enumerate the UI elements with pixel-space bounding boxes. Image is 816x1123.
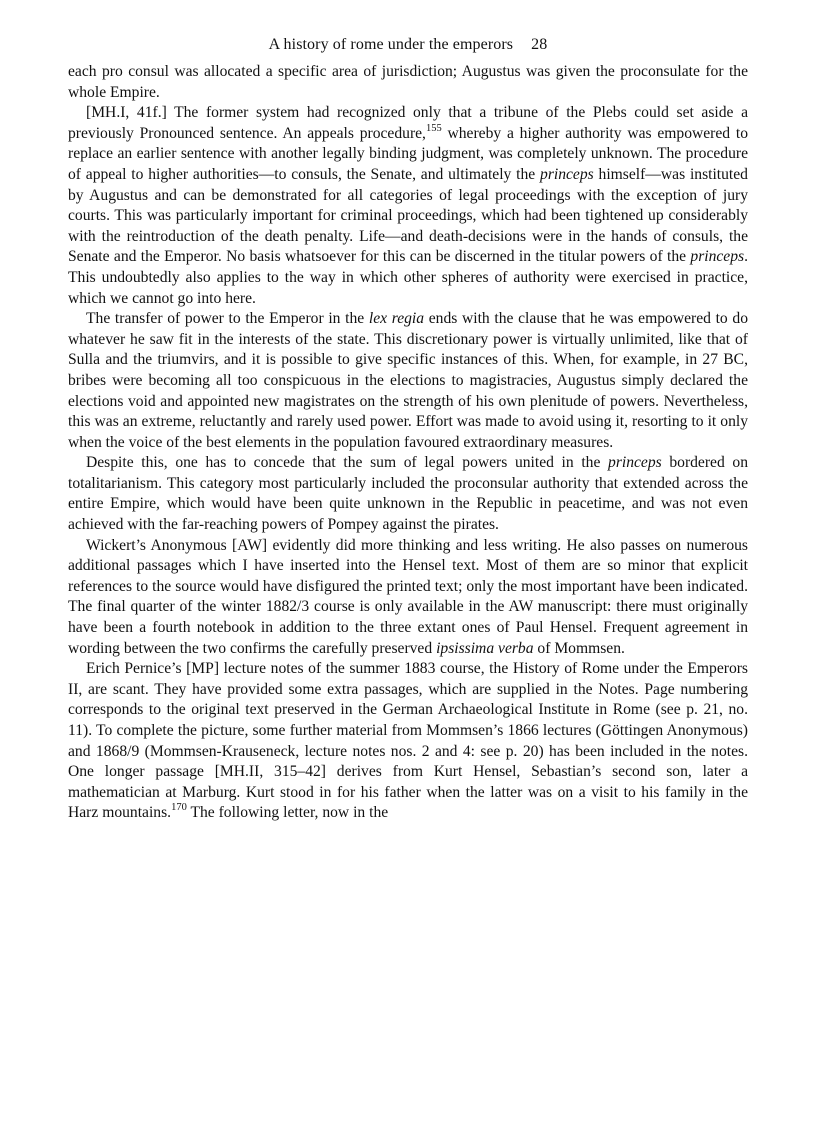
- text-run: . This undoubtedly also applies to the way in which other spheres of authority were exercised in practice, which we cannot go into here.: [68, 248, 748, 307]
- text-run: Erich Pernice’s [MP] lecture notes of the summer 1883 course, the History of Rome under the Emperors II, are scant. They have provided some extra passages, which are supplied in the Notes. Page numbering corresponds to the original text preserved in the German Archaeological Institute in Rome (see p. 21, no. 11). To complete the picture, some further material from Mommsen’s 1866 lectures (Göttingen Anonymous) and 1868/9 (Mommsen-Krauseneck, lecture notes nos. 2 and 4: see p. 20) has been included in the notes. One longer passage [MH.II, 315–42] derives from Kurt Hensel, Sebastian’s second son, later a mathematician at Marburg. Kurt stood in for his father when the latter was on a visit to his family in the Harz mountains.: [68, 660, 748, 822]
- italic-term: lex regia: [368, 310, 425, 328]
- footnote-ref: 170: [171, 802, 187, 814]
- text-run: The transfer of power to the Emperor in the: [86, 310, 369, 328]
- text-run: bordered on totalitarianism. This category most particularly included the proconsular authority that extended across the entire Empire, which would have been quite unknown in the Republic in peacetime, and was not even achieved with the far-reaching powers of Pompey against the pirates.: [68, 454, 748, 534]
- text-run: each pro consul was allocated a specific area of jurisdiction; Augustus was given the proconsulate for the whole Empire.: [68, 63, 748, 101]
- text-run: himself—was instituted by Augustus and can be demonstrated for all categories of legal proceedings with the exception of jury courts. This was particularly important for criminal proceedings, which had been tightened up considerably with the reintroduction of the death penalty. Life—and death-decisions were in the hands of consuls, the Senate and the Emperor. No basis whatsoever for this can be discerned in the titular powers of the: [68, 165, 748, 266]
- paragraph: [68, 103, 748, 309]
- italic-term: princeps: [608, 454, 662, 472]
- paragraph: [68, 659, 748, 824]
- text-run: of Mommsen.: [533, 639, 625, 657]
- italic-term: princeps: [540, 165, 594, 183]
- paragraph: [68, 453, 748, 535]
- text-run: ends with the clause that he was empowered to do whatever he saw fit in the interests of the state. This discretionary power is virtually unlimited, like that of Sulla and the triumvirs, and it is possible to give specific instances of this. When, for example, in 27 BC, bribes were becoming all too conspicuous in the elections to magistracies, Augustus simply declared the elections void and appointed new magistrates on the strength of his own plenitude of powers. Nevertheless, this was an extreme, reluctantly and rarely used power. Effort was made to avoid using it, resorting to it only when the voice of the best elements in the population favoured extraordinary measures.: [68, 310, 748, 451]
- running-header: [68, 34, 748, 56]
- text-run: whereby a higher authority was empowered to replace an earlier sentence with another legally binding judgment, was completely unknown. The procedure of appeal to higher authorities—to consuls, the Senate, and ultimately the: [68, 124, 748, 183]
- page-number: 28: [531, 36, 548, 53]
- paragraph: [68, 309, 748, 453]
- text-run: The following letter, now in the: [186, 804, 389, 822]
- body-text: [68, 62, 748, 824]
- italic-term: ipsissima verba: [436, 639, 534, 657]
- paragraph: [68, 536, 748, 660]
- footnote-ref: 155: [425, 122, 442, 134]
- text-run: [MH.I, 41f.] The former system had recognized only that a tribune of the Plebs could set aside a previously Pronounced sentence. An appeals procedure,: [68, 104, 748, 142]
- text-run: Despite this, one has to concede that the sum of legal powers united in the: [86, 454, 609, 472]
- text-run: Wickert’s Anonymous [AW] evidently did more thinking and less writing. He also passes on numerous additional passages which I have inserted into the Hensel text. Most of them are so minor that explicit references to the source would have disfigured the printed text; only the most important have been indicated. The final quarter of the winter 1882/3 course is only available in the AW manuscript: there must originally have been a fourth notebook in addition to the three extant ones of Paul Hensel. Frequent agreement in wording between the two confirms the carefully preserved: [68, 536, 748, 657]
- italic-term: princeps: [690, 248, 745, 266]
- paragraph: [68, 62, 748, 103]
- running-head-title: A history of rome under the emperors: [268, 36, 514, 53]
- document-page: [68, 34, 748, 824]
